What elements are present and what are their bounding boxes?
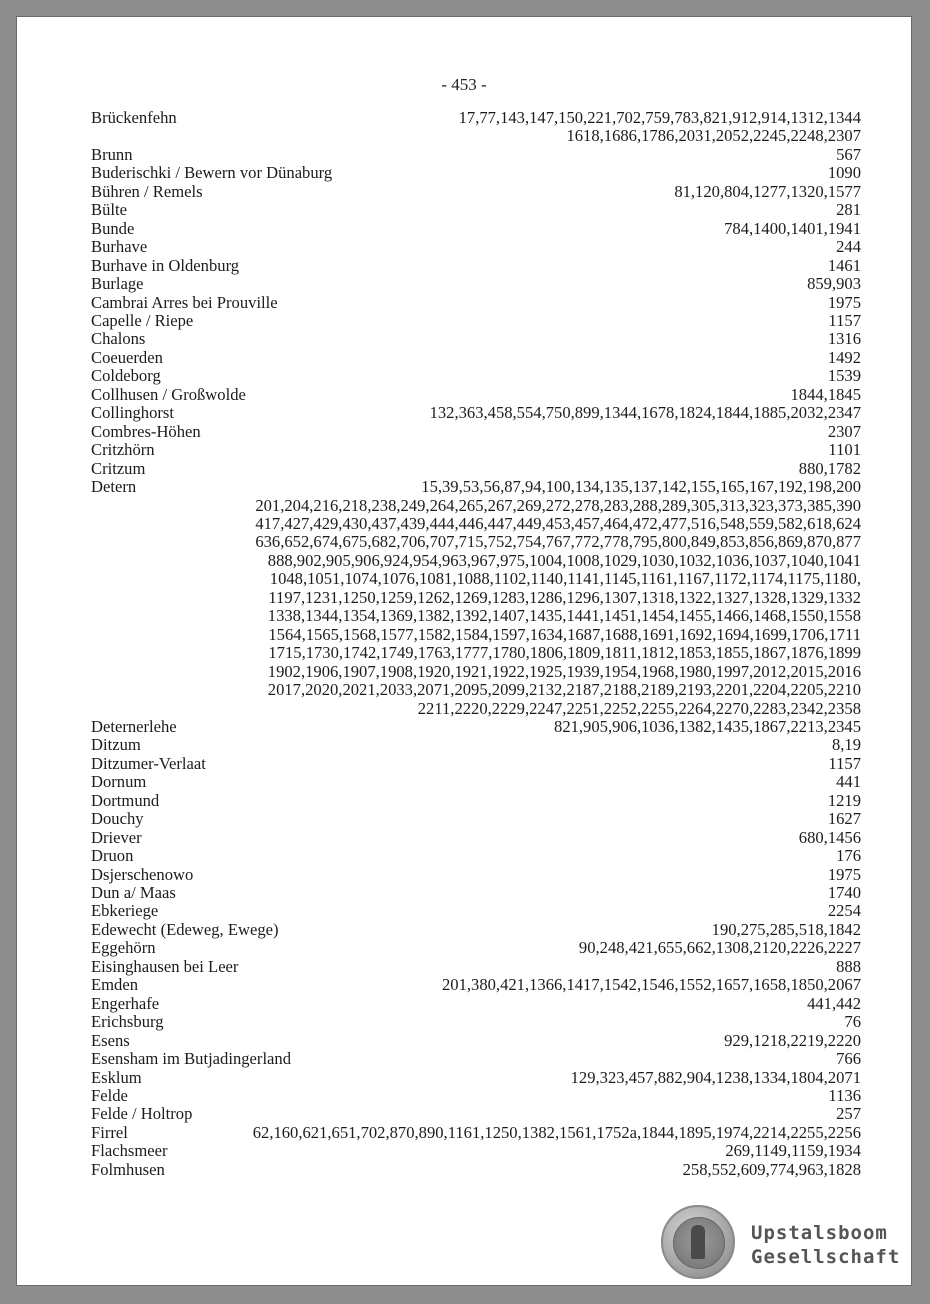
- reference-numbers: 880,1782: [798, 459, 861, 478]
- entry-head-line: [91, 958, 861, 976]
- entry-head-line: [91, 183, 861, 201]
- place-name: Coldeborg: [91, 366, 161, 386]
- index-entry: [91, 1069, 861, 1087]
- reference-numbers-continued: 1338,1344,1354,1369,1382,1392,1407,1435,1441,1451,1454,1455,1466,1468,1550,1558: [267, 607, 861, 626]
- reference-numbers: 15,39,53,56,87,94,100,134,135,137,142,155,165,167,192,198,200: [421, 478, 861, 497]
- index-entry: [91, 1124, 861, 1142]
- index-entry: [91, 810, 861, 828]
- place-name: Felde: [91, 1086, 128, 1106]
- place-name: Eggehörn: [91, 938, 156, 958]
- place-name: Brückenfehn: [91, 108, 177, 127]
- reference-numbers: 201,380,421,1366,1417,1542,1546,1552,1657,1658,1850,2067: [442, 976, 861, 995]
- reference-numbers: 81,120,804,1277,1320,1577: [674, 182, 861, 201]
- reference-numbers: 129,323,457,882,904,1238,1334,1804,2071: [570, 1068, 861, 1087]
- logo-line-1: Upstalsboom: [751, 1222, 888, 1244]
- place-name: Coeuerden: [91, 347, 163, 367]
- place-name: Folmhusen: [91, 1159, 165, 1179]
- reference-numbers-continued: 1564,1565,1568,1577,1582,1584,1597,1634,1687,1688,1691,1692,1694,1699,1706,1711: [268, 625, 861, 644]
- index-entry: [91, 146, 861, 164]
- reference-numbers: 441,442: [807, 994, 861, 1013]
- entry-head-line: [91, 164, 861, 182]
- reference-numbers-continued: 1048,1051,1074,1076,1081,1088,1102,1140,1141,1145,1161,1167,1172,1174,1175,1180,: [269, 570, 861, 589]
- place-name: Burhave in Oldenburg: [91, 255, 240, 275]
- logo-line-2: Gesellschaft: [751, 1246, 901, 1268]
- reference-numbers-continued: 1618,1686,1786,2031,2052,2245,2248,2307: [566, 127, 861, 146]
- entry-head-line: [91, 939, 861, 957]
- index-entry: [91, 718, 861, 736]
- logo-text: [751, 1221, 900, 1269]
- place-name: Esens: [91, 1030, 130, 1050]
- entry-head-line: [91, 736, 861, 754]
- entry-head-line: [91, 257, 861, 275]
- index-entry: [91, 404, 861, 422]
- reference-numbers: 257: [836, 1105, 861, 1124]
- index-entry: [91, 441, 861, 459]
- place-name: Dsjerschenowo: [91, 864, 194, 884]
- reference-numbers: 8,19: [831, 736, 861, 755]
- entry-head-line: [91, 220, 861, 238]
- place-name: Combres-Höhen: [91, 421, 201, 441]
- place-name: Cambrai Arres bei Prouville: [91, 292, 278, 312]
- index-entry: [91, 423, 861, 441]
- index-entry: [91, 478, 861, 718]
- reference-numbers: 190,275,285,518,1842: [711, 920, 861, 939]
- place-name: Firrel: [91, 1122, 128, 1142]
- reference-numbers: 680,1456: [798, 828, 861, 847]
- reference-numbers: 1975: [827, 865, 861, 884]
- place-name: Ebkeriege: [91, 901, 159, 921]
- document-page: [16, 16, 912, 1286]
- reference-numbers-continued: 1197,1231,1250,1259,1262,1269,1283,1286,1296,1307,1318,1322,1327,1328,1329,1332: [268, 588, 861, 607]
- index-entry: [91, 1032, 861, 1050]
- entry-head-line: [91, 312, 861, 330]
- place-name: Flachsmeer: [91, 1141, 168, 1161]
- place-name: Esklum: [91, 1067, 142, 1087]
- place-name: Felde / Holtrop: [91, 1104, 193, 1124]
- place-name: Dortmund: [91, 790, 160, 810]
- entry-head-line: [91, 367, 861, 385]
- reference-numbers: 567: [836, 145, 861, 164]
- reference-numbers: 1539: [827, 367, 861, 386]
- place-name: Ditzum: [91, 735, 141, 755]
- entry-head-line: [91, 404, 861, 422]
- place-name: Edewecht (Edeweg, Ewege): [91, 919, 279, 939]
- reference-numbers: 269,1149,1159,1934: [725, 1142, 861, 1161]
- entry-head-line: [91, 275, 861, 293]
- reference-numbers: 784,1400,1401,1941: [724, 219, 861, 238]
- index-entry: [91, 275, 861, 293]
- place-name: Ditzumer-Verlaat: [91, 753, 206, 773]
- reference-numbers: 859,903: [807, 275, 861, 294]
- index-entry: [91, 884, 861, 902]
- reference-numbers-continued: 1902,1906,1907,1908,1920,1921,1922,1925,1939,1954,1968,1980,1997,2012,2015,2016: [267, 662, 861, 681]
- index-entry: [91, 847, 861, 865]
- place-name: Brunn: [91, 144, 133, 164]
- place-name: Collhusen / Großwolde: [91, 384, 246, 404]
- reference-numbers-continued: 2211,2220,2229,2247,2251,2252,2255,2264,2270,2283,2342,2358: [417, 699, 861, 718]
- index-entry: [91, 1142, 861, 1160]
- index-entry: [91, 201, 861, 219]
- entry-head-line: [91, 718, 861, 736]
- index-entry: [91, 109, 861, 146]
- entry-head-line: [91, 976, 861, 994]
- reference-numbers-continued: 2017,2020,2021,2033,2071,2095,2099,2132,2187,2188,2189,2193,2201,2204,2205,2210: [267, 681, 861, 700]
- reference-numbers: 1219: [827, 791, 861, 810]
- reference-numbers-continued: 201,204,216,218,238,249,264,265,267,269,272,278,283,288,289,305,313,323,373,385,390: [255, 496, 861, 515]
- reference-numbers: 258,552,609,774,963,1828: [682, 1160, 861, 1179]
- reference-numbers: 1740: [827, 884, 861, 903]
- entry-head-line: [91, 423, 861, 441]
- reference-numbers-continued: 1715,1730,1742,1749,1763,1777,1780,1806,1809,1811,1812,1853,1855,1867,1876,1899: [268, 644, 861, 663]
- index-entry: [91, 164, 861, 182]
- place-name: Erichsburg: [91, 1012, 164, 1032]
- reference-numbers: 441: [836, 773, 861, 792]
- reference-numbers: 888: [836, 957, 861, 976]
- entry-head-line: [91, 386, 861, 404]
- index-entry: [91, 349, 861, 367]
- reference-numbers: 1157: [828, 311, 861, 330]
- reference-numbers: 62,160,621,651,702,870,890,1161,1250,1382,1561,1752a,1844,1895,1974,2214,2255,2256: [252, 1123, 861, 1142]
- index-entry: [91, 1161, 861, 1179]
- place-name: Chalons: [91, 329, 146, 349]
- index-entry: [91, 312, 861, 330]
- index-entry: [91, 755, 861, 773]
- entry-head-line: [91, 921, 861, 939]
- index-entry: [91, 1013, 861, 1031]
- entry-head-line: [91, 1124, 861, 1142]
- entry-head-line: [91, 1050, 861, 1068]
- society-logo: [661, 1203, 901, 1281]
- reference-numbers: 1157: [828, 754, 861, 773]
- reference-numbers: 76: [844, 1013, 861, 1032]
- reference-numbers: 244: [836, 238, 861, 257]
- reference-numbers: 1316: [827, 330, 861, 349]
- entry-head-line: [91, 755, 861, 773]
- reference-numbers: 90,248,421,655,662,1308,2120,2226,2227: [578, 939, 861, 958]
- reference-numbers: 766: [836, 1050, 861, 1069]
- reference-numbers-continued: 636,652,674,675,682,706,707,715,752,754,767,772,778,795,800,849,853,856,869,870,877: [255, 533, 861, 552]
- index-entry: [91, 1105, 861, 1123]
- entry-head-line: [91, 773, 861, 791]
- place-name: Dun a/ Maas: [91, 883, 176, 903]
- entry-head-line: [91, 792, 861, 810]
- entry-head-line: [91, 847, 861, 865]
- reference-numbers: 1090: [827, 164, 861, 183]
- index-entry: [91, 460, 861, 478]
- reference-numbers: 17,77,143,147,150,221,702,759,783,821,912,914,1312,1344: [458, 109, 861, 127]
- index-entry: [91, 773, 861, 791]
- index-entry: [91, 330, 861, 348]
- entry-head-line: [91, 294, 861, 312]
- place-name: Burlage: [91, 274, 144, 294]
- index-entry: [91, 976, 861, 994]
- reference-numbers: 1461: [827, 256, 861, 275]
- entry-head-line: [91, 1069, 861, 1087]
- entry-head-line: [91, 884, 861, 902]
- index-entry: [91, 921, 861, 939]
- entry-head-line: [91, 330, 861, 348]
- entry-head-line: [91, 995, 861, 1013]
- entry-head-line: [91, 1032, 861, 1050]
- place-name: Bunde: [91, 218, 135, 238]
- index-entry: [91, 294, 861, 312]
- reference-numbers: 929,1218,2219,2220: [724, 1031, 861, 1050]
- index-entry: [91, 367, 861, 385]
- index-entry: [91, 939, 861, 957]
- reference-numbers: 2254: [827, 902, 861, 921]
- entry-head-line: [91, 866, 861, 884]
- reference-numbers: 1101: [828, 441, 861, 460]
- index-entry: [91, 792, 861, 810]
- place-name: Druon: [91, 846, 134, 866]
- place-name: Deternerlehe: [91, 716, 177, 736]
- place-name: Collinghorst: [91, 403, 174, 423]
- reference-numbers: 132,363,458,554,750,899,1344,1678,1824,1844,1885,2032,2347: [429, 404, 861, 423]
- place-name: Dornum: [91, 772, 147, 792]
- place-name: Burhave: [91, 237, 148, 257]
- reference-numbers: 1136: [828, 1087, 861, 1106]
- index-entry: [91, 1087, 861, 1105]
- place-name: Capelle / Riepe: [91, 310, 194, 330]
- place-name: Bülte: [91, 200, 127, 220]
- place-name: Detern: [91, 477, 137, 497]
- place-name: Esensham im Butjadingerland: [91, 1049, 292, 1069]
- index-entry: [91, 866, 861, 884]
- entry-head-line: [91, 902, 861, 920]
- entry-head-line: [91, 201, 861, 219]
- entry-head-line: [91, 349, 861, 367]
- place-name: Douchy: [91, 809, 144, 829]
- place-name: Buderischki / Bewern vor Dünaburg: [91, 163, 333, 183]
- entry-head-line: [91, 460, 861, 478]
- place-name: Critzum: [91, 458, 146, 478]
- reference-numbers: 821,905,906,1036,1382,1435,1867,2213,2345: [554, 717, 861, 736]
- entry-head-line: [91, 109, 861, 127]
- place-name: Critzhörn: [91, 440, 155, 460]
- reference-numbers: 2307: [827, 422, 861, 441]
- reference-numbers: 1844,1845: [790, 385, 861, 404]
- reference-numbers: 1492: [827, 348, 861, 367]
- page-number: - 453 -: [441, 75, 487, 94]
- reference-numbers: 176: [836, 847, 861, 866]
- entry-head-line: [91, 1087, 861, 1105]
- index-entry: [91, 958, 861, 976]
- seal-emblem-icon: [661, 1205, 735, 1279]
- place-index: [91, 109, 861, 1179]
- entry-head-line: [91, 146, 861, 164]
- index-entry: [91, 995, 861, 1013]
- place-name: Engerhafe: [91, 993, 160, 1013]
- reference-numbers: 1975: [827, 293, 861, 312]
- reference-numbers: 281: [836, 201, 861, 220]
- entry-head-line: [91, 1142, 861, 1160]
- entry-head-line: [91, 829, 861, 847]
- index-entry: [91, 736, 861, 754]
- index-entry: [91, 238, 861, 256]
- reference-numbers-continued: 888,902,905,906,924,954,963,967,975,1004,1008,1029,1030,1032,1036,1037,1040,1041: [267, 551, 861, 570]
- reference-numbers: 1627: [827, 810, 861, 829]
- entry-head-line: [91, 238, 861, 256]
- entry-head-line: [91, 1161, 861, 1179]
- place-name: Driever: [91, 827, 142, 847]
- reference-numbers-continued: 417,427,429,430,437,439,444,446,447,449,453,457,464,472,477,516,548,559,582,618,624: [255, 514, 861, 533]
- index-entry: [91, 257, 861, 275]
- entry-head-line: [91, 1013, 861, 1031]
- entry-head-line: [91, 441, 861, 459]
- place-name: Emden: [91, 975, 139, 995]
- index-entry: [91, 829, 861, 847]
- place-name: Eisinghausen bei Leer: [91, 956, 239, 976]
- index-entry: [91, 386, 861, 404]
- index-entry: [91, 183, 861, 201]
- index-entry: [91, 220, 861, 238]
- entry-head-line: [91, 478, 861, 496]
- index-entry: [91, 902, 861, 920]
- place-name: Bühren / Remels: [91, 181, 203, 201]
- entry-head-line: [91, 1105, 861, 1123]
- index-entry: [91, 1050, 861, 1068]
- entry-head-line: [91, 810, 861, 828]
